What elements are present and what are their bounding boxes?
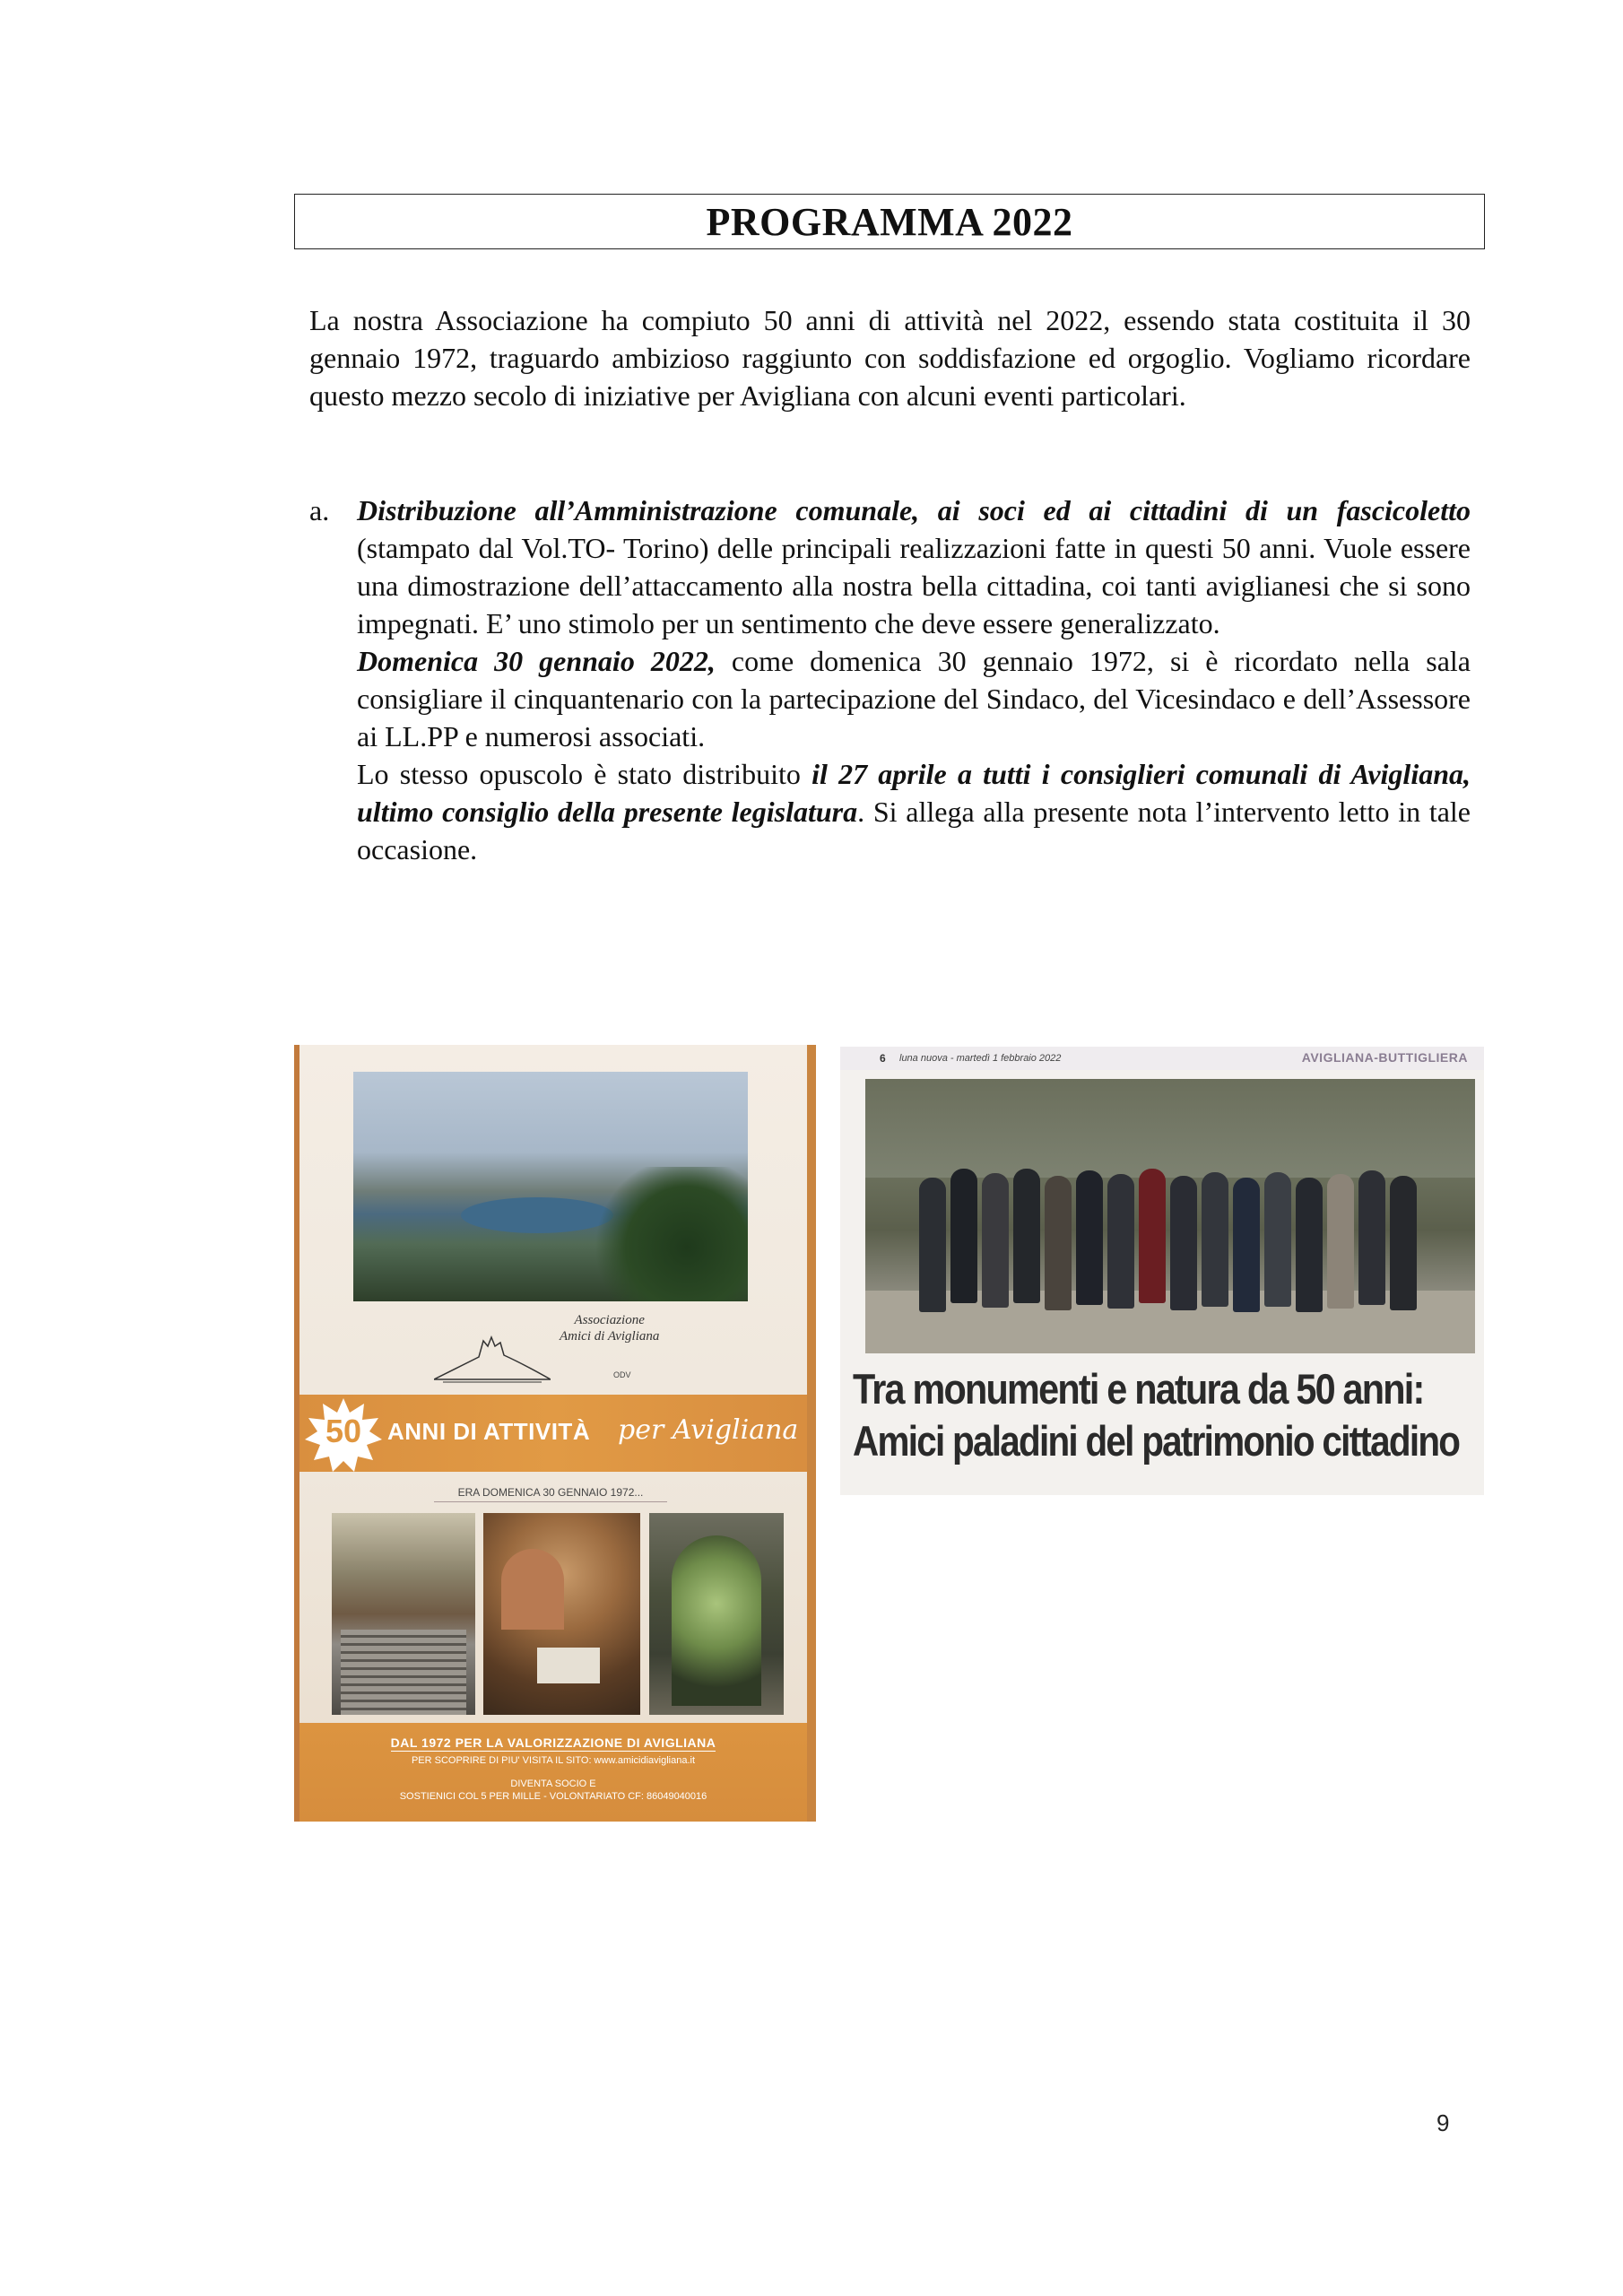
list-marker: a. <box>309 494 330 526</box>
fifty-badge: 50 <box>325 1413 362 1449</box>
trees-shape <box>595 1167 748 1301</box>
stairs-shape <box>341 1630 466 1715</box>
landscape-photo <box>353 1072 748 1301</box>
person-figure <box>1139 1169 1166 1303</box>
item-text-2: come domenica 30 gennaio 1972, si è ricordato nella sala consigliare il cinquantenario con la partecipazione del Sindaco, del Vicesindaco e dell’Assessore ai LL.PP e numerosi associati. <box>357 645 1471 752</box>
item-paragraph-2 <box>357 642 1471 755</box>
newspaper-section: AVIGLIANA-BUTTIGLIERA <box>1301 1050 1468 1065</box>
item-text-1: (stampato dal Vol.TO- Torino) delle principali realizzazioni fatte in questi 50 anni. Vuole essere una dimostrazione dell’attaccamento alla nostra bella cittadina, coi tanti aviglianesi che si sono impegnati. E’ uno stimolo per un sentimento che deve essere generalizzato. <box>357 532 1471 639</box>
association-name <box>560 1312 659 1344</box>
newspaper-clipping <box>840 1047 1484 1495</box>
fresco-chapel-photo <box>483 1513 640 1715</box>
group-photo <box>865 1079 1475 1353</box>
item-paragraph-3 <box>357 755 1471 868</box>
brochure-footer <box>299 1723 807 1822</box>
newspaper-page-number: 6 <box>880 1052 886 1065</box>
altar-shape <box>537 1648 600 1683</box>
intro-paragraph: La nostra Associazione ha compiuto 50 anni di attività nel 2022, essendo stata costituita il 30 gennaio 1972, traguardo ambizioso raggiunto con soddisfazione ed orgoglio. Vogliamo ricordare questo mezzo secolo di iniziative per Avigliana con alcuni eventi particolari. <box>309 304 1471 412</box>
person-figure <box>1358 1170 1385 1305</box>
arch-shape <box>672 1535 761 1706</box>
person-figure <box>1013 1169 1040 1303</box>
castle-hill-icon <box>434 1330 551 1384</box>
item-text-3a: Lo stesso opuscolo è stato distribuito <box>357 758 812 790</box>
person-figure <box>982 1173 1009 1308</box>
person-figure <box>1107 1174 1134 1309</box>
headline-line-1: Tra monumenti e natura da 50 anni: <box>853 1365 1424 1413</box>
item-text-3b: . Si allega alla presente nota l’intervento letto in tale occasione. <box>357 796 1471 865</box>
page-title: PROGRAMMA 2022 <box>706 199 1073 244</box>
person-figure <box>1233 1178 1260 1312</box>
association-logo <box>434 1312 676 1384</box>
tunnel-arch-photo <box>649 1513 784 1715</box>
person-figure <box>1045 1176 1072 1310</box>
page-number: 9 <box>1436 2109 1450 2136</box>
odv-label: ODV <box>613 1370 631 1379</box>
footer-cf: SOSTIENICI COL 5 PER MILLE - VOLONTARIATO CF: 86049040016 <box>399 1791 707 1802</box>
list-item-body <box>357 491 1471 868</box>
assoc-line-1: Associazione <box>574 1313 645 1327</box>
footer-socio: DIVENTA SOCIO E <box>510 1779 596 1789</box>
church-stairs-photo <box>332 1513 475 1715</box>
era-caption: ERA DOMENICA 30 GENNAIO 1972... <box>434 1486 667 1502</box>
person-figure <box>1390 1176 1417 1310</box>
item-paragraph-1 <box>357 491 1471 642</box>
person-figure <box>1202 1172 1228 1307</box>
lake-shape <box>461 1197 613 1233</box>
title-box <box>294 194 1485 249</box>
background-trees <box>865 1079 1475 1178</box>
person-figure <box>1076 1170 1103 1305</box>
fresco-shape <box>501 1549 564 1630</box>
headline-line-2: Amici paladini del patrimonio cittadino <box>853 1417 1460 1465</box>
footer-site: PER SCOPRIRE DI PIU' VISITA IL SITO: www.amicidiavigliana.it <box>411 1755 696 1766</box>
anni-text: ANNI DI ATTIVITÀ <box>387 1418 591 1445</box>
person-figure <box>919 1178 946 1312</box>
assoc-line-2: Amici di Avigliana <box>560 1329 660 1344</box>
script-text: per Avigliana <box>618 1414 799 1446</box>
person-figure <box>1264 1172 1291 1307</box>
person-figure <box>1170 1176 1197 1310</box>
newspaper-date: luna nuova - martedì 1 febbraio 2022 <box>899 1053 1062 1064</box>
item-bold-3: il 27 aprile a tutti i consiglieri comunali di Avigliana, ultimo consiglio della presente legislatura <box>357 758 1471 828</box>
footer-title: DAL 1972 PER LA VALORIZZAZIONE DI AVIGLIANA <box>390 1735 716 1750</box>
item-bold-2: Domenica 30 gennaio 2022, <box>357 645 716 677</box>
list-item-a <box>309 491 1471 868</box>
person-figure <box>1327 1174 1354 1309</box>
person-figure <box>1296 1178 1323 1312</box>
person-figure <box>950 1169 977 1303</box>
brochure-photo <box>294 1045 816 1822</box>
item-bold-1: Distribuzione all’Amministrazione comunale, ai soci ed ai cittadini di un fascicoletto <box>357 494 1471 526</box>
